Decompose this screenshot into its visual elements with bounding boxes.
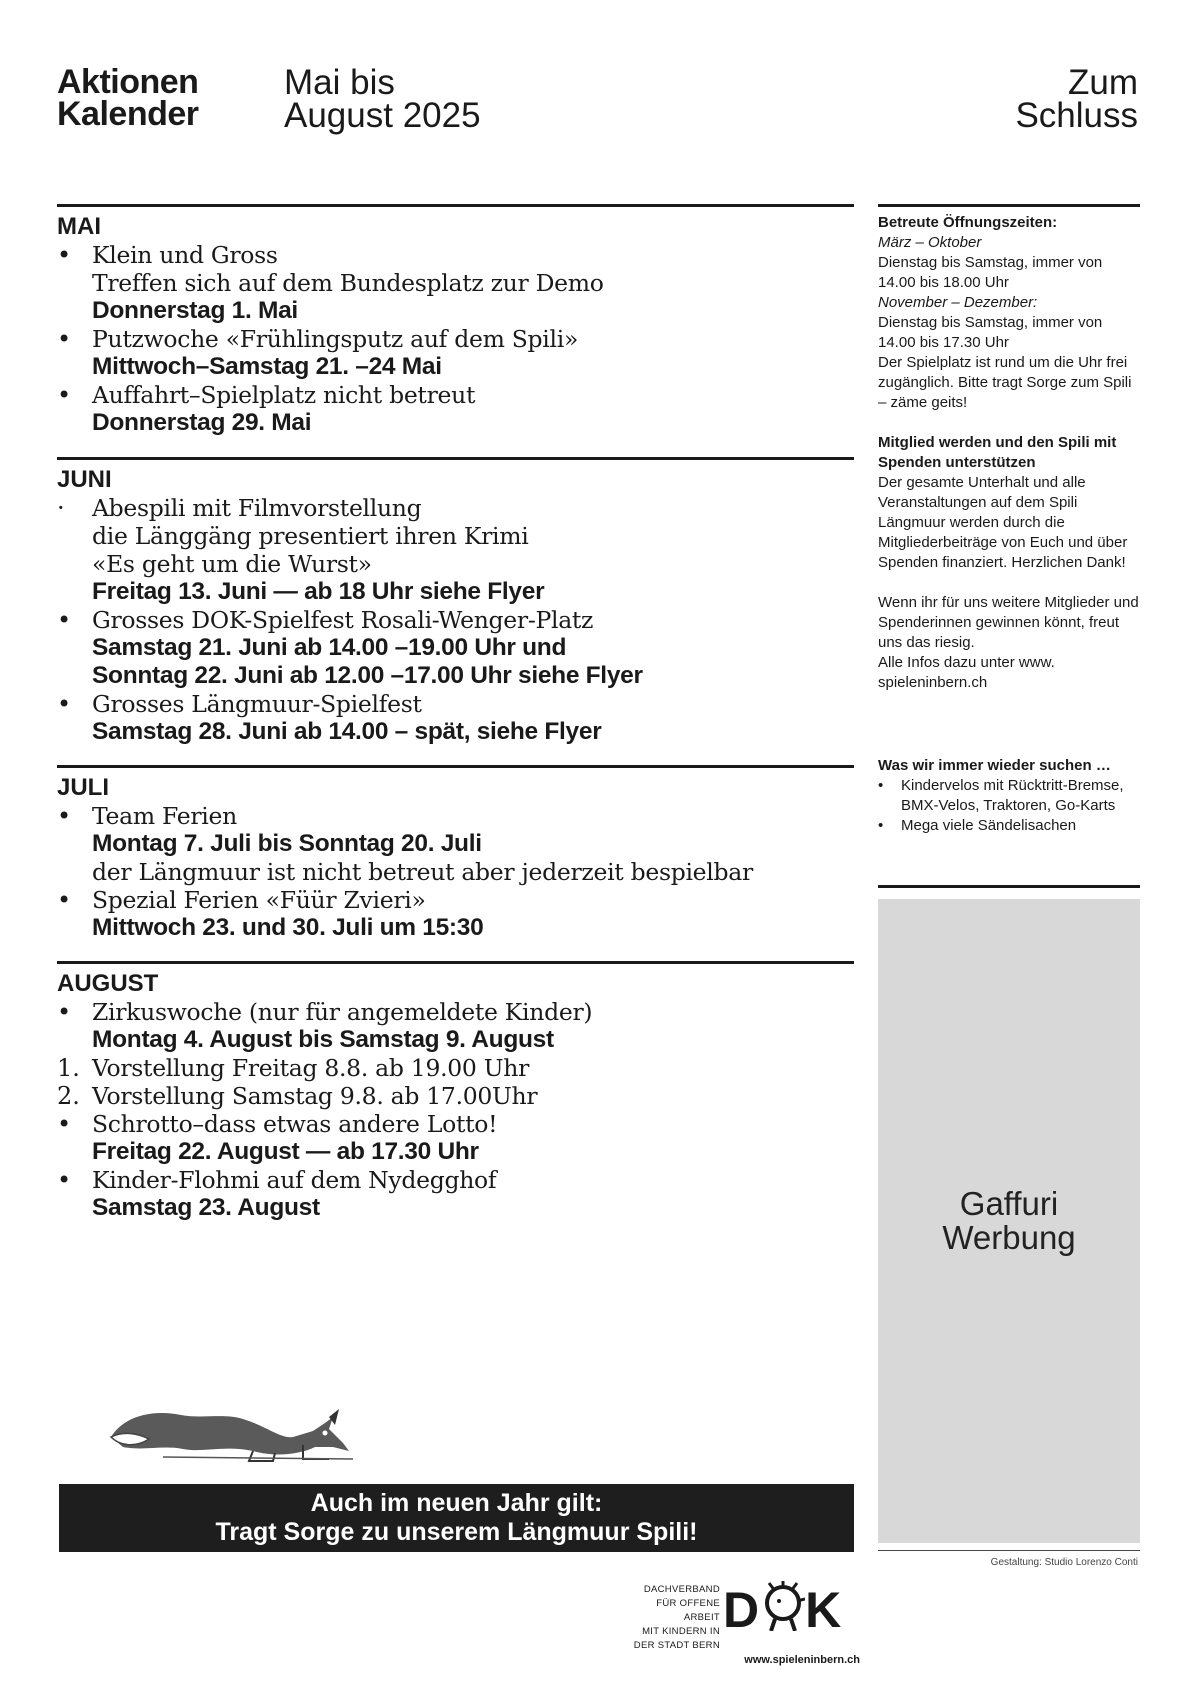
closing-heading [1015, 63, 1138, 135]
fox-illustration [103, 1395, 353, 1465]
event-date-line [57, 297, 857, 325]
divider-juni [57, 457, 854, 460]
dok-letter-d: D [723, 1582, 762, 1638]
period-line-1: Mai bis [284, 63, 395, 102]
event-date-line [57, 830, 857, 858]
list-bullet: • [878, 817, 884, 834]
member-text: Der gesamte Unterhalt und alle Veranstaltungen auf dem Spili Längmuur werden durch die Mitgliederbeiträge von Euch und über Spenden finanziert. Herzlichen Dank! [878, 474, 1128, 571]
event-date-line [57, 1138, 857, 1166]
event-title: Treffen sich auf dem Bundesplatz zur Demo [92, 269, 604, 297]
month-title-juli: JULI [57, 774, 110, 801]
events-juni [57, 494, 857, 746]
event-title: die Länggäng presentiert ihren Krimi [92, 522, 529, 550]
event-date: Montag 7. Juli bis Sonntag 20. Juli [92, 830, 482, 857]
brand-line-2: Kalender [57, 95, 199, 133]
season-1-text: Dienstag bis Samstag, immer von 14.00 bis 18.00 Uhr [878, 254, 1103, 291]
dok-url[interactable]: www.spieleninbern.ch [744, 1654, 860, 1666]
event-bullet: • [57, 998, 72, 1026]
divider-juli [57, 765, 854, 768]
event-date-line [57, 662, 857, 690]
dok-line-3: MIT KINDERN IN [642, 1626, 720, 1637]
closing-line-2: Schluss [1015, 96, 1138, 135]
event-title: Grosses Längmuur-Spielfest [92, 690, 422, 718]
search-item: • Mega viele Sändelisachen [878, 817, 1077, 834]
ad-line-1: Gaffuri [959, 1185, 1059, 1222]
event-date-line [57, 914, 857, 942]
event-bullet: • [57, 690, 72, 718]
event-date: Samstag 21. Juni ab 14.00 –19.00 Uhr und [92, 634, 567, 661]
season-1: März – Oktober [878, 234, 982, 251]
event-date: Donnerstag 29. Mai [92, 409, 312, 436]
event-text-line [57, 998, 857, 1026]
access-text: Der Spielplatz ist rund um die Uhr frei zugänglich. Bitte tragt Sorge zum Spili – zäme geits! [878, 354, 1132, 411]
dok-letters [723, 1581, 844, 1638]
event-text-line [57, 325, 857, 353]
list-bullet: • [878, 777, 884, 794]
event-date: Sonntag 22. Juni ab 12.00 –17.00 Uhr siehe Flyer [92, 662, 643, 689]
dok-logo [620, 1563, 860, 1673]
event-date-line [57, 1194, 857, 1222]
advertisement-box [878, 899, 1140, 1543]
recruit-text: Wenn ihr für uns weitere Mitglieder und Spenderinnen gewinnen könnt, freut uns das riesig. [878, 594, 1139, 651]
event-date: Samstag 23. August [92, 1194, 320, 1221]
search-item: • Kindervelos mit Rücktritt-Bremse, BMX-Velos, Traktoren, Go-Karts [878, 777, 1124, 814]
event-date-line [57, 718, 857, 746]
event-bullet: • [57, 325, 72, 353]
month-title-mai: MAI [57, 213, 101, 240]
event-bullet: • [57, 1166, 72, 1194]
event-bullet: • [57, 606, 72, 634]
event-title: Team Ferien [92, 802, 237, 830]
event-date-line [57, 578, 857, 606]
event-bullet: · [57, 494, 65, 522]
event-title: Vorstellung Freitag 8.8. ab 19.00 Uhr [92, 1054, 530, 1082]
event-title: Spezial Ferien «Füür Zvieri» [92, 886, 426, 914]
calendar-period [284, 63, 481, 135]
dok-line-1: DACHVERBAND [643, 1584, 720, 1595]
design-credit: Gestaltung: Studio Lorenzo Conti [990, 1557, 1138, 1568]
event-date-line [57, 634, 857, 662]
dok-line-4: DER STADT BERN [633, 1640, 720, 1651]
hours-title: Betreute Öffnungszeiten: [878, 214, 1058, 231]
dok-description [620, 1583, 720, 1653]
event-title: Schrotto–dass etwas andere Lotto! [92, 1110, 498, 1138]
event-title: Auffahrt–Spielplatz nicht betreut [92, 381, 476, 409]
sidebar-ad-divider [878, 885, 1140, 888]
event-text-line [57, 802, 857, 830]
search-list [878, 776, 1140, 836]
events-august [57, 998, 857, 1222]
season-2-text: Dienstag bis Samstag, immer von 14.00 bis 17.30 Uhr [878, 314, 1103, 351]
events-juli [57, 802, 857, 942]
dok-line-2: FÜR OFFENE ARBEIT [656, 1598, 720, 1623]
event-date: Mittwoch 23. und 30. Juli um 15:30 [92, 914, 484, 941]
event-text-line [57, 1110, 857, 1138]
month-title-juni: JUNI [57, 466, 112, 493]
event-bullet: 1. [57, 1054, 80, 1082]
opening-hours [878, 213, 1140, 413]
event-title: Vorstellung Samstag 9.8. ab 17.00Uhr [92, 1082, 538, 1110]
banner-line-2: Tragt Sorge zu unserem Längmuur Spili! [215, 1518, 698, 1546]
event-bullet: • [57, 1110, 72, 1138]
event-title: Klein und Gross [92, 241, 278, 269]
event-text-line [57, 1166, 857, 1194]
ad-text [942, 1187, 1075, 1255]
event-bullet: • [57, 802, 72, 830]
event-text-line [57, 886, 857, 914]
event-date: Donnerstag 1. Mai [92, 297, 298, 324]
season-2: November – Dezember: [878, 294, 1038, 311]
event-title: Zirkuswoche (nur für angemeldete Kinder) [92, 998, 593, 1026]
event-text-line [57, 381, 857, 409]
ad-line-2: Werbung [942, 1219, 1076, 1256]
event-date-line [57, 409, 857, 437]
event-text-line [57, 269, 857, 297]
event-title: Grosses DOK-Spielfest Rosali-Wenger-Platz [92, 606, 594, 634]
search-title: Was wir immer wieder suchen … [878, 757, 1111, 774]
event-date: Freitag 22. August — ab 17.30 Uhr [92, 1138, 479, 1165]
event-title: der Längmuur ist nicht betreut aber jederzeit bespielbar [92, 858, 753, 886]
event-title: «Es geht um die Wurst» [92, 550, 372, 578]
wanted-section [878, 756, 1140, 836]
closing-line-1: Zum [1068, 63, 1138, 102]
event-text-line [57, 858, 857, 886]
event-title: Kinder-Flohmi auf dem Nydegghof [92, 1166, 497, 1194]
credit-divider [878, 1550, 1140, 1551]
event-date-line [57, 1026, 857, 1054]
event-date: Samstag 28. Juni ab 14.00 – spät, siehe Flyer [92, 718, 602, 745]
event-text-line [57, 1054, 857, 1082]
event-text-line [57, 494, 857, 522]
divider-mai [57, 204, 854, 207]
event-text-line [57, 690, 857, 718]
event-bullet: • [57, 381, 72, 409]
event-text-line [57, 1082, 857, 1110]
month-title-august: AUGUST [57, 970, 159, 997]
dok-lion-icon [761, 1581, 805, 1631]
event-date: Montag 4. August bis Samstag 9. August [92, 1026, 554, 1053]
event-bullet: • [57, 886, 72, 914]
event-bullet: 2. [57, 1082, 80, 1110]
event-text-line [57, 606, 857, 634]
event-bullet: • [57, 241, 72, 269]
info-text: Alle Infos dazu unter www. spieleninbern.ch [878, 654, 1055, 691]
dok-letter-k: K [805, 1582, 844, 1638]
events-mai [57, 241, 857, 437]
footer-banner [59, 1484, 854, 1552]
event-title: Abespili mit Filmvorstellung [92, 494, 422, 522]
event-text-line [57, 241, 857, 269]
period-line-2: August 2025 [284, 96, 481, 135]
event-text-line [57, 522, 857, 550]
event-text-line [57, 550, 857, 578]
event-title: Putzwoche «Frühlingsputz auf dem Spili» [92, 325, 579, 353]
calendar-brand [57, 63, 199, 133]
event-date: Mittwoch–Samstag 21. –24 Mai [92, 353, 442, 380]
divider-august [57, 961, 854, 964]
banner-line-1: Auch im neuen Jahr gilt: [310, 1489, 603, 1517]
membership-section [878, 433, 1140, 693]
sidebar-top-divider [878, 204, 1140, 207]
event-date-line [57, 353, 857, 381]
member-title: Mitglied werden und den Spili mit Spenden unterstützen [878, 434, 1117, 471]
event-date: Freitag 13. Juni — ab 18 Uhr siehe Flyer [92, 578, 545, 605]
brand-line-1: Aktionen [57, 63, 199, 101]
